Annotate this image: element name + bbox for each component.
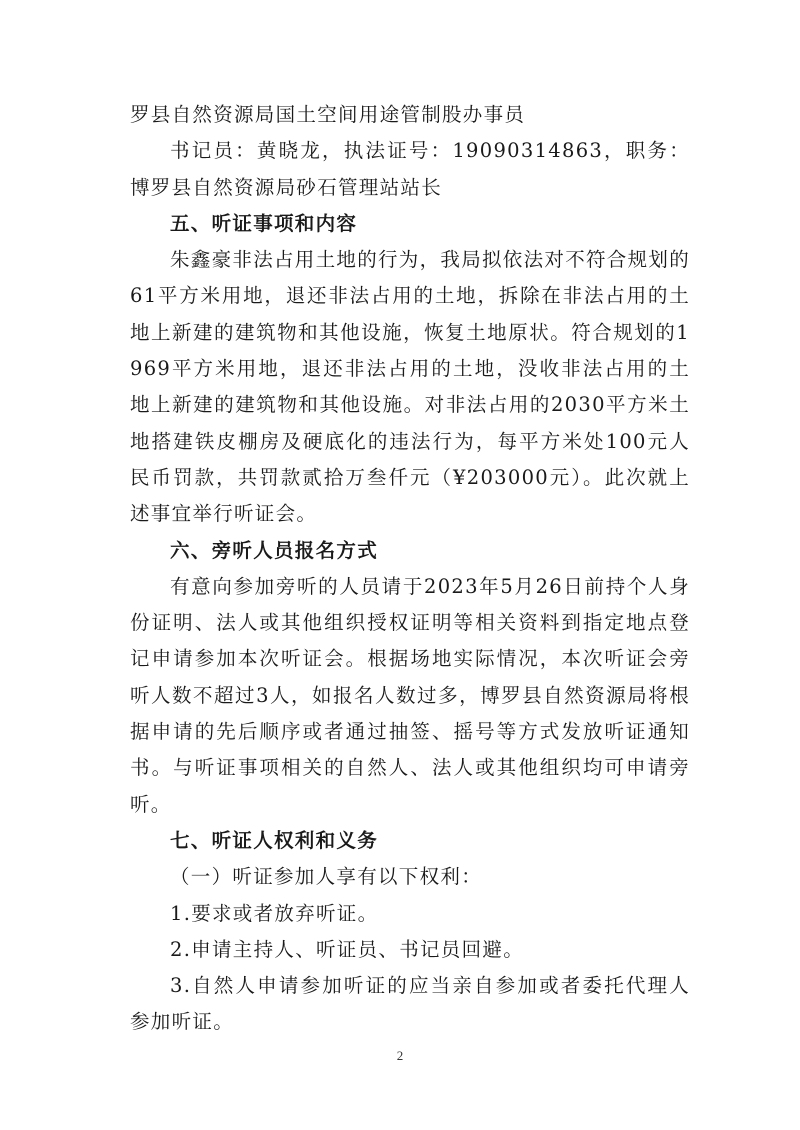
paragraph-recorder-continuation: 罗县自然资源局国土空间用途管制股办事员: [130, 103, 526, 126]
paragraph-hearing-matters: 朱鑫豪非法占用土地的行为，我局拟依法对不符合规划的61平方米用地，退还非法占用的土地，拆除在非法占用的土地上新建的建筑物和其他设施，恢复土地原状。符合规划的1969平方米用地，退还非法占用的土地，没收非法占用的土地上新建的建筑物和其他设施。对非法占用的2030平方米土地搭建铁皮棚房及硬底化的违法行为，每平方米处100元人民币罚款，共罚款贰拾万叁仟元（¥203000元）。此次就上述事宜举行听证会。: [130, 248, 691, 526]
section-heading-rights-obligations: 七、听证人权利和义务: [170, 828, 379, 852]
list-item-right-2: 2.申请主持人、听证员、书记员回避。: [170, 937, 525, 961]
list-item-right-3: 3.自然人申请参加听证的应当亲自参加或者委托代理人参加听证。: [130, 974, 690, 1034]
section-heading-audience-registration: 六、旁听人员报名方式: [170, 538, 379, 562]
section-heading-hearing-matters: 五、听证事项和内容: [170, 211, 358, 235]
document-body: [130, 97, 690, 1041]
list-item-right-1: 1.要求或者放弃听证。: [170, 901, 379, 925]
paragraph-rights-intro: （一）听证参加人享有以下权利：: [170, 865, 483, 889]
paragraph-clerk-info: 书记员：黄晓龙，执法证号：19090314863，职务：博罗县自然资源局砂石管理站站长: [130, 139, 690, 199]
paragraph-audience-registration: 有意向参加旁听的人员请于2023年5月26日前持个人身份证明、法人或其他组织授权证明等相关资料到指定地点登记申请参加本次听证会。根据场地实际情况，本次听证会旁听人数不超过3人，如报名人数过多，博罗县自然资源局将根据申请的先后顺序或者通过抽签、摇号等方式发放听证通知书。与听证事项相关的自然人、法人或其他组织均可申请旁听。: [130, 574, 690, 816]
page-number: 2: [396, 1048, 404, 1063]
